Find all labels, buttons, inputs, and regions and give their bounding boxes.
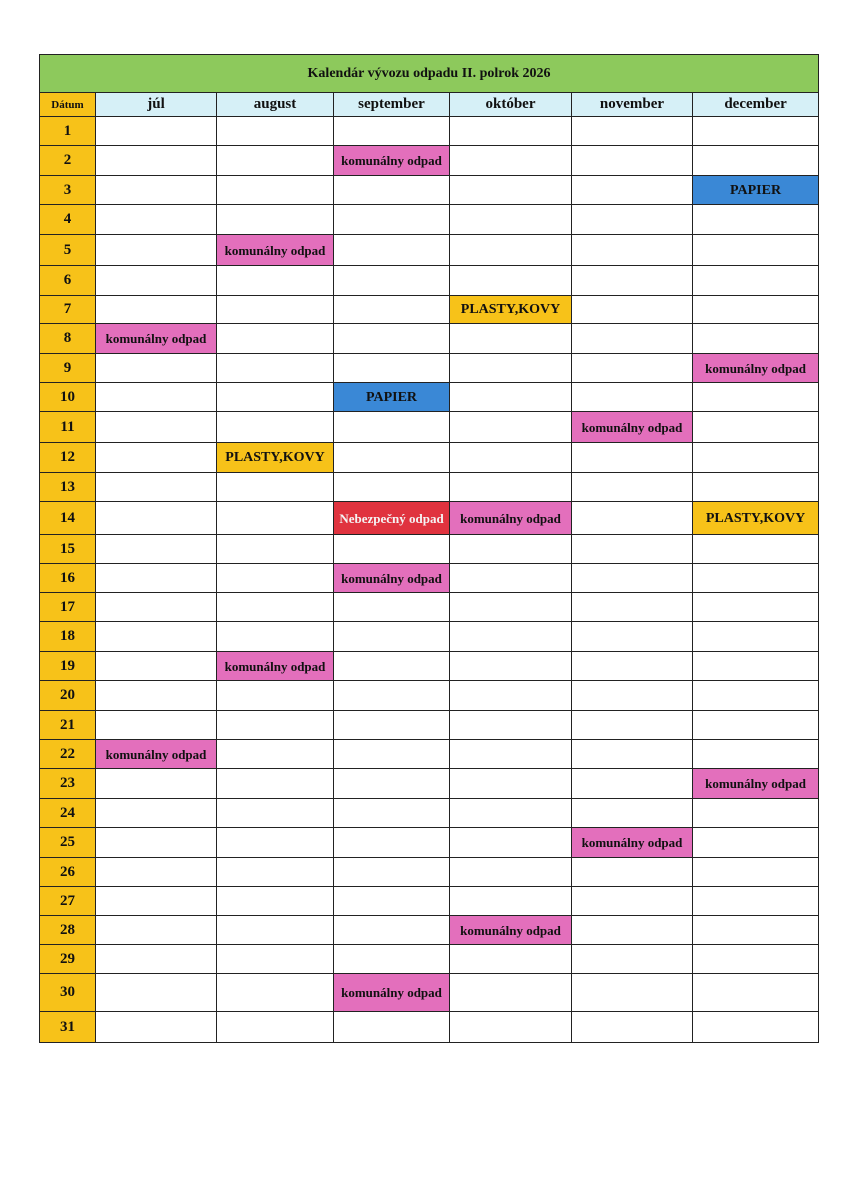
calendar-cell <box>217 412 334 443</box>
day-number: 12 <box>40 443 96 473</box>
calendar-cell <box>693 117 819 146</box>
calendar-cell <box>96 916 217 945</box>
calendar-cell <box>693 740 819 769</box>
calendar-cell <box>450 383 572 412</box>
calendar-cell <box>572 652 693 681</box>
day-row <box>40 443 819 473</box>
calendar-cell <box>96 235 217 266</box>
calendar-cell <box>217 502 334 535</box>
day-row <box>40 593 819 622</box>
calendar-cell <box>96 412 217 443</box>
day-number: 22 <box>40 740 96 769</box>
day-row <box>40 652 819 681</box>
calendar-cell <box>450 974 572 1012</box>
calendar-cell <box>450 324 572 354</box>
calendar-cell <box>572 266 693 296</box>
calendar-cell <box>450 828 572 858</box>
calendar-cell <box>334 945 450 974</box>
calendar-cell <box>217 205 334 235</box>
collection-komunal: komunálny odpad <box>96 324 217 354</box>
calendar-cell <box>217 324 334 354</box>
calendar-cell <box>450 473 572 502</box>
calendar-cell <box>572 593 693 622</box>
calendar-cell <box>693 535 819 564</box>
collection-komunal: komunálny odpad <box>693 769 819 799</box>
calendar-cell <box>572 887 693 916</box>
day-number: 23 <box>40 769 96 799</box>
calendar-cell <box>96 799 217 828</box>
calendar-cell <box>693 974 819 1012</box>
calendar-cell <box>693 711 819 740</box>
calendar-cell <box>217 887 334 916</box>
day-number: 20 <box>40 681 96 711</box>
calendar-cell <box>572 858 693 887</box>
calendar-cell <box>96 945 217 974</box>
calendar-cell <box>693 622 819 652</box>
calendar-cell <box>572 443 693 473</box>
calendar-cell <box>334 593 450 622</box>
calendar-cell <box>217 769 334 799</box>
day-number: 4 <box>40 205 96 235</box>
day-row <box>40 205 819 235</box>
month-header-september: september <box>334 93 450 117</box>
calendar-cell <box>217 354 334 383</box>
calendar-cell <box>96 593 217 622</box>
calendar-cell <box>334 117 450 146</box>
calendar-cell <box>450 711 572 740</box>
calendar-cell <box>334 1012 450 1043</box>
calendar-cell <box>572 324 693 354</box>
calendar-cell <box>572 799 693 828</box>
calendar-cell <box>450 266 572 296</box>
calendar-cell <box>572 473 693 502</box>
calendar-cell <box>96 205 217 235</box>
day-row <box>40 974 819 1012</box>
calendar-cell <box>693 858 819 887</box>
calendar-cell <box>693 235 819 266</box>
day-number: 3 <box>40 176 96 205</box>
calendar-cell <box>693 564 819 593</box>
calendar-cell <box>693 266 819 296</box>
day-row <box>40 887 819 916</box>
calendar-cell <box>217 296 334 324</box>
day-number: 18 <box>40 622 96 652</box>
day-number: 21 <box>40 711 96 740</box>
calendar-cell <box>334 205 450 235</box>
day-row <box>40 858 819 887</box>
calendar-cell <box>693 324 819 354</box>
calendar-cell <box>450 564 572 593</box>
calendar-cell <box>96 887 217 916</box>
day-number: 19 <box>40 652 96 681</box>
day-number: 6 <box>40 266 96 296</box>
calendar-cell <box>217 473 334 502</box>
calendar-title: Kalendár vývozu odpadu II. polrok 2026 <box>40 55 819 93</box>
calendar-cell <box>450 593 572 622</box>
calendar-cell <box>450 176 572 205</box>
month-header-august: august <box>217 93 334 117</box>
collection-komunal: komunálny odpad <box>693 354 819 383</box>
day-number: 27 <box>40 887 96 916</box>
calendar-cell <box>217 945 334 974</box>
calendar-cell <box>450 146 572 176</box>
day-row <box>40 799 819 828</box>
collection-komunal: komunálny odpad <box>96 740 217 769</box>
day-number: 25 <box>40 828 96 858</box>
calendar-cell <box>693 681 819 711</box>
calendar-cell <box>693 916 819 945</box>
month-header-december: december <box>693 93 819 117</box>
calendar-cell <box>572 383 693 412</box>
day-row <box>40 383 819 412</box>
month-header-row <box>40 93 819 117</box>
calendar-cell <box>693 799 819 828</box>
waste-calendar-sheet <box>39 54 818 1043</box>
calendar-cell <box>334 622 450 652</box>
collection-plasty: PLASTY,KOVY <box>450 296 572 324</box>
day-row <box>40 146 819 176</box>
calendar-cell <box>334 769 450 799</box>
day-number: 15 <box>40 535 96 564</box>
day-number: 7 <box>40 296 96 324</box>
collection-papier: PAPIER <box>693 176 819 205</box>
collection-komunal: komunálny odpad <box>572 828 693 858</box>
calendar-cell <box>334 828 450 858</box>
calendar-cell <box>96 769 217 799</box>
day-number: 9 <box>40 354 96 383</box>
day-row <box>40 324 819 354</box>
calendar-cell <box>96 535 217 564</box>
calendar-cell <box>217 740 334 769</box>
calendar-cell <box>693 146 819 176</box>
collection-nebez: Nebezpečný odpad <box>334 502 450 535</box>
calendar-cell <box>217 535 334 564</box>
day-row <box>40 828 819 858</box>
calendar-cell <box>572 916 693 945</box>
date-column-header: Dátum <box>40 93 96 117</box>
calendar-cell <box>96 117 217 146</box>
calendar-cell <box>217 916 334 945</box>
calendar-cell <box>96 266 217 296</box>
calendar-cell <box>693 205 819 235</box>
calendar-cell <box>450 740 572 769</box>
calendar-cell <box>450 858 572 887</box>
day-row <box>40 235 819 266</box>
calendar-cell <box>572 354 693 383</box>
calendar-cell <box>572 146 693 176</box>
day-number: 11 <box>40 412 96 443</box>
calendar-cell <box>217 593 334 622</box>
calendar-cell <box>572 205 693 235</box>
calendar-cell <box>450 354 572 383</box>
calendar-cell <box>693 473 819 502</box>
month-header-jul: júl <box>96 93 217 117</box>
calendar-cell <box>217 266 334 296</box>
calendar-cell <box>96 652 217 681</box>
collection-komunal: komunálny odpad <box>334 974 450 1012</box>
calendar-cell <box>334 176 450 205</box>
calendar-cell <box>96 443 217 473</box>
calendar-cell <box>334 296 450 324</box>
calendar-cell <box>693 652 819 681</box>
day-number: 28 <box>40 916 96 945</box>
calendar-cell <box>572 502 693 535</box>
calendar-cell <box>96 502 217 535</box>
calendar-cell <box>96 473 217 502</box>
calendar-cell <box>96 974 217 1012</box>
day-row <box>40 1012 819 1043</box>
day-row <box>40 740 819 769</box>
day-row <box>40 564 819 593</box>
calendar-cell <box>217 711 334 740</box>
calendar-cell <box>450 117 572 146</box>
calendar-cell <box>217 799 334 828</box>
calendar-cell <box>572 564 693 593</box>
calendar-cell <box>572 711 693 740</box>
calendar-cell <box>450 412 572 443</box>
calendar-cell <box>450 945 572 974</box>
day-row <box>40 622 819 652</box>
calendar-cell <box>572 176 693 205</box>
collection-komunal: komunálny odpad <box>450 502 572 535</box>
calendar-cell <box>334 266 450 296</box>
calendar-cell <box>96 681 217 711</box>
calendar-cell <box>334 887 450 916</box>
calendar-cell <box>693 296 819 324</box>
day-number: 5 <box>40 235 96 266</box>
calendar-cell <box>450 681 572 711</box>
calendar-cell <box>217 383 334 412</box>
collection-plasty: PLASTY,KOVY <box>693 502 819 535</box>
calendar-cell <box>693 383 819 412</box>
calendar-cell <box>572 769 693 799</box>
calendar-cell <box>450 443 572 473</box>
collection-plasty: PLASTY,KOVY <box>217 443 334 473</box>
calendar-cell <box>334 473 450 502</box>
month-header-oktober: október <box>450 93 572 117</box>
calendar-cell <box>217 858 334 887</box>
calendar-body <box>40 117 819 1043</box>
calendar-cell <box>334 799 450 828</box>
collection-komunal: komunálny odpad <box>334 564 450 593</box>
calendar-cell <box>334 652 450 681</box>
calendar-cell <box>572 117 693 146</box>
calendar-cell <box>96 711 217 740</box>
calendar-cell <box>96 176 217 205</box>
calendar-cell <box>450 622 572 652</box>
calendar-cell <box>450 1012 572 1043</box>
calendar-cell <box>217 1012 334 1043</box>
calendar-cell <box>96 828 217 858</box>
calendar-cell <box>450 235 572 266</box>
day-row <box>40 354 819 383</box>
day-row <box>40 296 819 324</box>
waste-calendar-table <box>39 54 819 1043</box>
calendar-cell <box>450 205 572 235</box>
calendar-cell <box>572 296 693 324</box>
calendar-cell <box>693 593 819 622</box>
collection-komunal: komunálny odpad <box>572 412 693 443</box>
calendar-cell <box>96 564 217 593</box>
calendar-cell <box>217 117 334 146</box>
calendar-cell <box>693 828 819 858</box>
calendar-cell <box>572 740 693 769</box>
calendar-cell <box>572 945 693 974</box>
calendar-cell <box>693 443 819 473</box>
calendar-cell <box>334 235 450 266</box>
calendar-cell <box>96 354 217 383</box>
day-row <box>40 769 819 799</box>
month-header-november: november <box>572 93 693 117</box>
calendar-cell <box>217 146 334 176</box>
collection-komunal: komunálny odpad <box>217 235 334 266</box>
calendar-cell <box>693 412 819 443</box>
day-row <box>40 117 819 146</box>
collection-komunal: komunálny odpad <box>217 652 334 681</box>
calendar-cell <box>334 354 450 383</box>
day-row <box>40 266 819 296</box>
day-row <box>40 412 819 443</box>
calendar-cell <box>334 324 450 354</box>
day-number: 24 <box>40 799 96 828</box>
collection-komunal: komunálny odpad <box>334 146 450 176</box>
calendar-cell <box>450 799 572 828</box>
calendar-cell <box>693 945 819 974</box>
calendar-cell <box>450 652 572 681</box>
calendar-cell <box>217 828 334 858</box>
calendar-cell <box>572 535 693 564</box>
day-number: 10 <box>40 383 96 412</box>
calendar-cell <box>96 1012 217 1043</box>
calendar-cell <box>217 974 334 1012</box>
calendar-cell <box>572 681 693 711</box>
calendar-cell <box>217 564 334 593</box>
day-number: 26 <box>40 858 96 887</box>
calendar-cell <box>572 622 693 652</box>
day-number: 31 <box>40 1012 96 1043</box>
calendar-cell <box>572 235 693 266</box>
day-row <box>40 681 819 711</box>
day-number: 16 <box>40 564 96 593</box>
day-number: 29 <box>40 945 96 974</box>
calendar-cell <box>334 535 450 564</box>
calendar-cell <box>450 887 572 916</box>
calendar-cell <box>334 412 450 443</box>
calendar-cell <box>96 622 217 652</box>
calendar-cell <box>334 916 450 945</box>
calendar-cell <box>450 769 572 799</box>
calendar-cell <box>217 622 334 652</box>
day-number: 17 <box>40 593 96 622</box>
day-number: 8 <box>40 324 96 354</box>
calendar-cell <box>334 681 450 711</box>
day-number: 30 <box>40 974 96 1012</box>
calendar-cell <box>334 858 450 887</box>
calendar-cell <box>334 740 450 769</box>
day-number: 1 <box>40 117 96 146</box>
calendar-cell <box>96 383 217 412</box>
calendar-cell <box>96 146 217 176</box>
day-number: 13 <box>40 473 96 502</box>
calendar-cell <box>334 711 450 740</box>
day-row <box>40 711 819 740</box>
calendar-cell <box>693 887 819 916</box>
day-row <box>40 535 819 564</box>
day-row <box>40 916 819 945</box>
calendar-cell <box>693 1012 819 1043</box>
calendar-cell <box>217 176 334 205</box>
calendar-cell <box>96 296 217 324</box>
calendar-cell <box>450 535 572 564</box>
calendar-cell <box>572 1012 693 1043</box>
calendar-cell <box>334 443 450 473</box>
day-row <box>40 945 819 974</box>
calendar-cell <box>96 858 217 887</box>
day-number: 2 <box>40 146 96 176</box>
day-row <box>40 502 819 535</box>
day-row <box>40 176 819 205</box>
collection-papier: PAPIER <box>334 383 450 412</box>
day-number: 14 <box>40 502 96 535</box>
collection-komunal: komunálny odpad <box>450 916 572 945</box>
calendar-cell <box>217 681 334 711</box>
day-row <box>40 473 819 502</box>
calendar-cell <box>572 974 693 1012</box>
